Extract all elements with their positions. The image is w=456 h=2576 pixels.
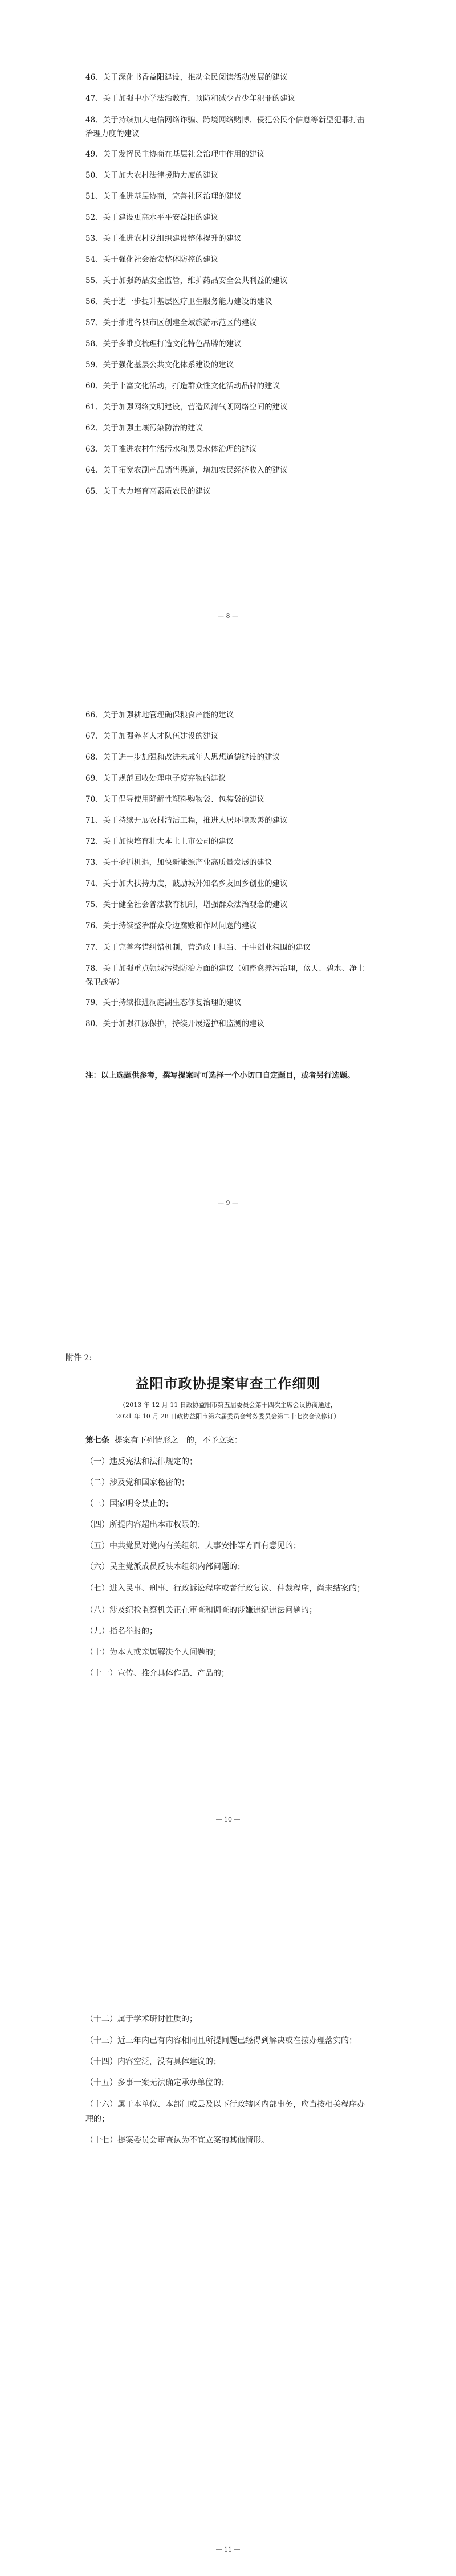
- list-item: 61、关于加强网络文明建设，营造风清气朗网络空间的建议: [85, 403, 288, 412]
- list-item: （十五）多事一案无法确定承办单位的；: [85, 2078, 229, 2087]
- list-item: （十一）宣传、推介具体作品、产品的；: [85, 1669, 229, 1678]
- list-item: （十二）属于学术研讨性质的；: [85, 2015, 197, 2024]
- list-item: （十七）提案委员会审查认为不宜立案的其他情形。: [85, 2136, 269, 2145]
- page-number: — 9 —: [218, 1199, 238, 1207]
- list-item: 69、关于规范回收处理电子废弃物的建议: [85, 774, 226, 783]
- list-item: 80、关于加强江豚保护，持续开展巡护和监测的建议: [85, 1019, 265, 1028]
- list-item: 62、关于加强土壤污染防治的建议: [85, 424, 203, 433]
- list-item: 46、关于深化书香益阳建设，推动全民阅读活动发展的建议: [85, 73, 288, 82]
- list-item: （七）进入民事、刑事、行政诉讼程序或者行政复议、仲裁程序，尚未结案的；: [85, 1584, 365, 1593]
- proposal-topic-list: [85, 705, 370, 1035]
- list-item: 60、关于丰富文化活动，打造群众性文化活动品牌的建议: [85, 382, 280, 391]
- list-item: （九）指名举报的；: [85, 1627, 157, 1636]
- subtitle-line: （2013 年 12 月 11 日政协益阳市第五届委员会第十四次主席会议协商通过，: [119, 1401, 337, 1409]
- list-item: 66、关于加强耕地管理确保粮食产能的建议: [85, 711, 234, 720]
- list-item: 72、关于加快培育壮大本土上市公司的建议: [85, 837, 234, 846]
- page-number: — 8 —: [218, 612, 238, 620]
- page-8: [0, 0, 456, 644]
- list-item: 51、关于推进基层协商，完善社区治理的建议: [85, 192, 242, 201]
- list-item: （十四）内容空泛，没有具体建议的；: [85, 2057, 221, 2066]
- list-item: 75、关于健全社会普法教育机制，增强群众法治观念的建议: [85, 900, 288, 909]
- page-9: [0, 644, 456, 1288]
- list-item: 70、关于倡导使用降解性塑料购物袋、包装袋的建议: [85, 795, 265, 804]
- list-item: 63、关于推进农村生活污水和黑臭水体治理的建议: [85, 445, 257, 454]
- list-item: 52、关于建设更高水平平安益阳的建议: [85, 213, 219, 222]
- list-item: 67、关于加强养老人才队伍建设的建议: [85, 732, 219, 741]
- subtitle-line: 2021 年 10 月 28 日政协益阳市第六届委员会常务委员会第二十七次会议修订）: [116, 1413, 340, 1420]
- page-11: [0, 1932, 456, 2576]
- article-intro: 提案有下列情形之一的，不予立案：: [114, 1436, 242, 1445]
- list-item: （六）民主党派成员反映本组织内部问题的；: [85, 1562, 245, 1572]
- document-subtitle: [0, 1400, 456, 1422]
- article-seven-continued: [85, 2009, 370, 2151]
- attachment-label: 附件 2:: [66, 1353, 92, 1363]
- list-item: 74、关于加大扶持力度，鼓励城外知名乡友回乡创业的建议: [85, 879, 288, 888]
- list-item: 68、关于进一步加强和改进未成年人思想道德建设的建议: [85, 753, 280, 762]
- list-item: （十三）近三年内已有内容相同且所提问题已经得到解决或在按办理落实的；: [85, 2036, 357, 2045]
- list-item: （八）涉及纪检监察机关正在审查和调查的涉嫌违纪违法问题的；: [85, 1606, 317, 1615]
- document-title: 益阳市政协提案审查工作细则: [135, 1375, 321, 1392]
- page-10: [0, 1288, 456, 1932]
- list-item: 56、关于进一步提升基层医疗卫生服务能力建设的建议: [85, 297, 272, 306]
- list-item: 65、关于大力培育高素质农民的建议: [85, 487, 211, 496]
- list-item: 77、关于完善容错纠错机制，营造敢于担当、干事创业氛围的建议: [85, 943, 311, 952]
- list-item: 49、关于发挥民主协商在基层社会治理中作用的建议: [85, 150, 265, 159]
- page-number: — 11 —: [215, 2546, 241, 2553]
- list-item: 48、关于持续加大电信网络诈骗、跨境网络赌博、侵犯公民个信息等新型犯罪打击治理力度的建议: [85, 116, 365, 138]
- article-number: 第七条: [85, 1436, 109, 1445]
- list-item: （四）所提内容超出本市权限的；: [85, 1520, 205, 1529]
- list-item: 50、关于加大农村法律援助力度的建议: [85, 171, 219, 180]
- list-item: 59、关于强化基层公共文化体系建设的建议: [85, 360, 234, 370]
- list-item: 78、关于加强重点领域污染防治方面的建议（如畜禽养污治理，蓝天、碧水、净土保卫战等）: [85, 964, 365, 987]
- list-item: 71、关于持续开展农村清洁工程，推进人居环境改善的建议: [85, 816, 288, 825]
- list-item: （五）中共党员对党内有关组织、人事安排等方面有意见的；: [85, 1541, 301, 1550]
- list-item: （十六）属于本单位、本部门或县及以下行政辖区内部事务，应当按相关程序办理的；: [85, 2100, 365, 2124]
- list-item: （二）涉及党和国家秘密的；: [85, 1478, 189, 1487]
- article-heading: [85, 1430, 370, 1451]
- article-seven: [85, 1430, 370, 1684]
- list-item: 79、关于持续推进洞庭湖生态修复治理的建议: [85, 998, 242, 1007]
- list-item: 57、关于推进各县市区创建全域旅游示范区的建议: [85, 318, 257, 327]
- list-item: 76、关于持续整治群众身边腐败和作风问题的建议: [85, 921, 257, 930]
- list-item: 73、关于抢抓机遇，加快新能源产业高质量发展的建议: [85, 858, 272, 867]
- list-item: （十）为本人或亲属解决个人问题的；: [85, 1648, 221, 1657]
- list-item: 58、关于多维度梳理打造文化特色品牌的建议: [85, 339, 242, 348]
- list-item: 53、关于推进农村党组织建设整体提升的建议: [85, 234, 242, 243]
- list-item: 64、关于拓宽农副产品销售渠道，增加农民经济收入的建议: [85, 466, 288, 475]
- selection-note: 注：以上选题供参考，撰写提案时可选择一个小切口自定题目，或者另行选题。: [85, 1071, 355, 1080]
- proposal-topic-list: [85, 67, 370, 502]
- list-item: （三）国家明令禁止的；: [85, 1499, 173, 1508]
- list-item: （一）违反宪法和法律规定的；: [85, 1457, 197, 1466]
- list-item: 55、关于加强药品安全监管，维护药品安全公共利益的建议: [85, 276, 288, 285]
- list-item: 47、关于加强中小学法治教育，预防和减少青少年犯罪的建议: [85, 94, 296, 103]
- list-item: 54、关于强化社会治安整体防控的建议: [85, 255, 219, 264]
- page-number: — 10 —: [215, 1816, 241, 1823]
